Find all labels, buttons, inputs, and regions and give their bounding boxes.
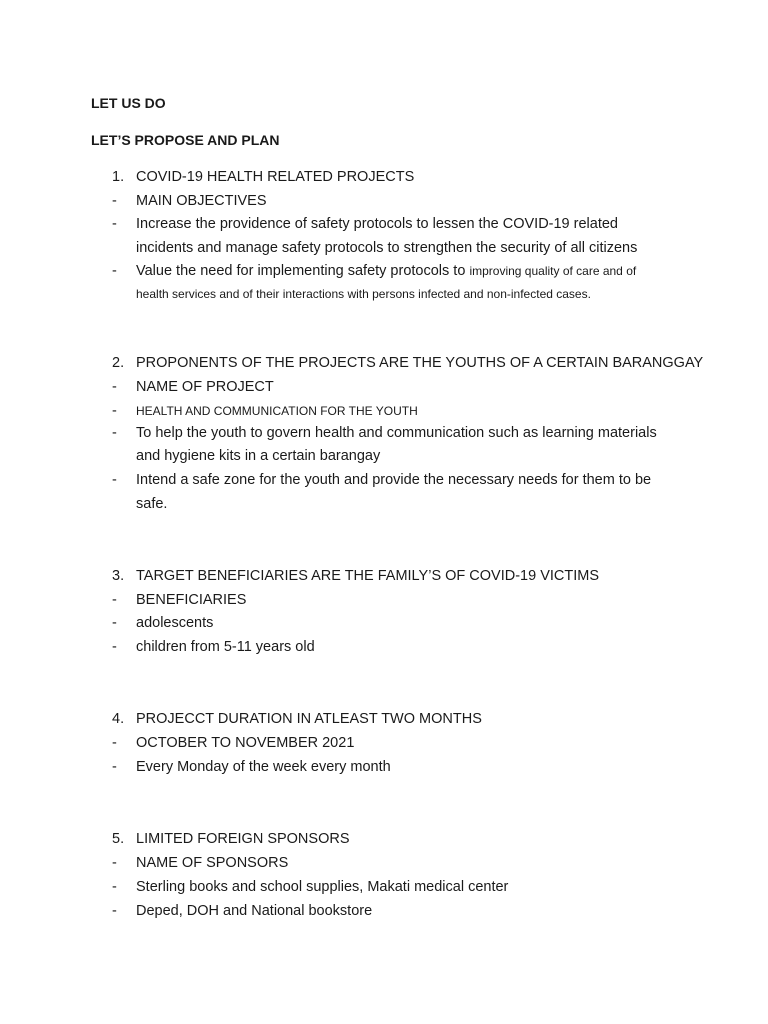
dash-marker: - bbox=[112, 216, 117, 232]
dash-marker: - bbox=[112, 759, 117, 775]
section-number: 4. bbox=[112, 711, 125, 727]
dash-marker: - bbox=[112, 403, 117, 419]
list-item: - BENEFICIARIES bbox=[0, 588, 768, 612]
section-title: PROPONENTS OF THE PROJECTS ARE THE YOUTHS OF A CERTAIN BARANGGAY bbox=[136, 355, 704, 371]
dash-marker: - bbox=[112, 615, 117, 631]
dash-marker: - bbox=[112, 903, 117, 919]
dash-marker: - bbox=[112, 263, 117, 279]
section-number: 1. bbox=[112, 169, 125, 185]
section-number: 2. bbox=[112, 355, 125, 371]
list-item: - Deped, DOH and National bookstore bbox=[0, 899, 768, 923]
section-title: COVID-19 HEALTH RELATED PROJECTS bbox=[136, 169, 415, 185]
section-4-title bbox=[0, 707, 768, 731]
section-5-title bbox=[0, 827, 768, 851]
list-item: - children from 5-11 years old bbox=[0, 635, 768, 659]
section-3-title bbox=[0, 564, 768, 588]
section-title: LIMITED FOREIGN SPONSORS bbox=[136, 831, 350, 847]
list-item: - NAME OF SPONSORS bbox=[0, 851, 768, 875]
dash-marker: - bbox=[112, 735, 117, 751]
dash-marker: - bbox=[112, 639, 117, 655]
list-item: - Every Monday of the week every month bbox=[0, 755, 768, 779]
dash-marker: - bbox=[112, 855, 117, 871]
section-title: PROJECCT DURATION IN ATLEAST TWO MONTHS bbox=[136, 711, 482, 727]
section-title: TARGET BENEFICIARIES ARE THE FAMILY’S OF COVID-19 VICTIMS bbox=[136, 568, 600, 584]
section-1-title bbox=[0, 165, 768, 189]
list-item: - To help the youth to govern health and communication such as learning materials bbox=[0, 421, 768, 445]
dash-marker: - bbox=[112, 193, 117, 209]
dash-marker: - bbox=[112, 592, 117, 608]
heading-let-us-do: LET US DO bbox=[91, 95, 166, 111]
list-item: - Intend a safe zone for the youth and provide the necessary needs for them to be bbox=[0, 468, 768, 492]
list-item: - Value the need for implementing safety protocols to improving quality of care and of bbox=[0, 259, 768, 283]
dash-marker: - bbox=[112, 379, 117, 395]
section-number: 5. bbox=[112, 831, 125, 847]
section-number: 3. bbox=[112, 568, 125, 584]
list-item-continuation: safe. bbox=[136, 496, 168, 512]
list-item-continuation: and hygiene kits in a certain barangay bbox=[136, 448, 381, 464]
list-item: - NAME OF PROJECT bbox=[0, 375, 768, 399]
list-item: - MAIN OBJECTIVES bbox=[0, 189, 768, 213]
heading-propose-and-plan: LET’S PROPOSE AND PLAN bbox=[91, 132, 280, 148]
list-item-continuation: health services and of their interactions with persons infected and non-infected cases. bbox=[136, 287, 591, 301]
list-item: - HEALTH AND COMMUNICATION FOR THE YOUTH bbox=[0, 399, 768, 423]
list-item: - Increase the providence of safety protocols to lessen the COVID-19 related bbox=[0, 212, 768, 236]
list-item-continuation: incidents and manage safety protocols to strengthen the security of all citizens bbox=[136, 240, 638, 256]
dash-marker: - bbox=[112, 879, 117, 895]
dash-marker: - bbox=[112, 425, 117, 441]
list-item: - adolescents bbox=[0, 611, 768, 635]
list-item: - OCTOBER TO NOVEMBER 2021 bbox=[0, 731, 768, 755]
dash-marker: - bbox=[112, 472, 117, 488]
list-item: - Sterling books and school supplies, Makati medical center bbox=[0, 875, 768, 899]
section-2-title bbox=[0, 351, 768, 375]
